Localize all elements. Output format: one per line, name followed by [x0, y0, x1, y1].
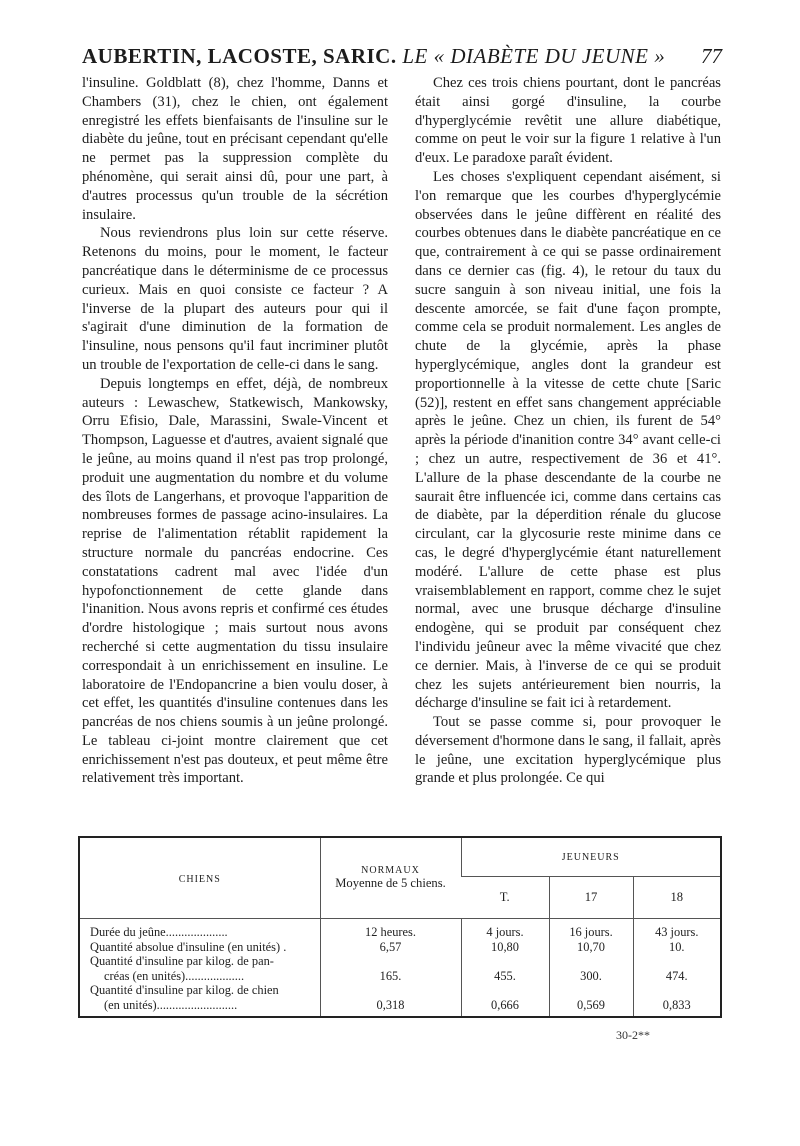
header-title: LE « DIABÈTE DU JEUNE »	[402, 44, 666, 68]
header-normaux: NORMAUX Moyenne de 5 chiens.	[320, 838, 461, 919]
header-jeuneurs: JEUNEURS	[461, 838, 720, 877]
col-17-values: 16 jours. 10,70 300. 0,569	[549, 919, 633, 1017]
running-header	[82, 40, 722, 72]
paragraph: Les choses s'expliquent cependant aisément, si l'on remarque que les courbes d'hyperglycémie observées dans le jeûne diffèrent en réalité des courbes obtenues dans le diabète pancréatique en ce que, contrairement à ce qui se passe ordinairement dans ce dernier cas (fig. 4), le retour du taux du sucre sanguin à son niveau initial, une fois la descente amorcée, se fait d'une façon prompte, comme cela se produit normalement. Les angles de chute de la glycémie, après la phase hyperglycémique, angles dont la grandeur est proportionnelle à la vitesse de cette chute [Saric (52)], restent en effet sans changement appréciable après le jeûne. Chez un chien, ils furent de 54° après la période d'inanition contre 34° avant celle-ci ; chez un autre, respectivement de 36 et 41°. L'allure de la phase descendante de la courbe ne saurait être influencée ici, comme dans certains cas de diabète, par la déperdition rénale du glucose circulant, car la glycosurie reste minime dans ce cas, le degré d'hyperglycémie étant naturellement modéré. L'allure de cette phase est plus vraisemblablement en rapport, comme chez le sujet normal, avec une brusque décharge d'insuline endogène, qui se produit par conséquent chez l'individu jeûneur avec la même vivacité que chez ce dernier. Mais, à l'inverse de ce qui se produit chez les sujets antérieurement bien nourris, la décharge d'insuline se fait ici à retardement.	[415, 168, 721, 712]
right-column	[415, 74, 721, 788]
page-number: 77	[701, 44, 722, 68]
left-column	[82, 74, 388, 788]
header-chiens: CHIENS	[80, 838, 320, 919]
col-t-values: 4 jours. 10,80 455. 0,666	[461, 919, 549, 1017]
header-jeuneur-t: T.	[461, 877, 549, 919]
data-table	[80, 838, 720, 1016]
col-18-values: 43 jours. 10. 474. 0,833	[633, 919, 720, 1017]
paragraph: Tout se passe comme si, pour provoquer le déversement d'hormone dans le sang, il fallait, après le jeûne, une excitation hyperglycémique plus grande et plus prolongée. Ce qui	[415, 714, 721, 787]
paragraph: Nous reviendrons plus loin sur cette réserve. Retenons du moins, pour le moment, le facteur pancréatique dans le déterminisme de ce processus curieux. Mais en quoi consiste ce facteur ? A l'inverse de la plupart des auteurs pour qui il s'agirait d'une diminution de la formation de l'insuline, nous pensons qu'il faut incriminer plutôt un trouble de l'exportation de celle-ci dans le sang.	[82, 225, 388, 373]
row-labels: Durée du jeûne.................... Quantité absolue d'insuline (en unités) . Quantité d'insuline par kilog. de pan- créas (en unités)................... Quantité d'insuline par kilog. de chien (en unités)..........................	[90, 925, 287, 1012]
header-jeuneur-18: 18	[633, 877, 720, 919]
signature-mark: 30-2**	[616, 1028, 650, 1042]
paragraph: Depuis longtemps en effet, déjà, de nombreux auteurs : Lewaschew, Statkewisch, Mankowsky, Orru Efisio, Dale, Marassini, Swale-Vincent et Thompson, Laguesse et d'autres, avaient signalé que le jeûne, au moins quand il n'est pas trop prolongé, produit une augmentation du nombre et du volume des îlots de Langerhans, et provoque l'apparition de nombreuses formes de passage acino-insulaires. La reprise de l'alimentation rétablit rapidement la structure normale du pancréas endocrine. Ces constatations cadrent mal avec l'idée d'un hypofonctionnement de cette glande dans l'inanition. Nous avons repris et confirmé ces études d'ordre histologique ; mais surtout nous avons recherché si cette augmentation du tissu insulaire correspondait à un enrichissement en insuline. Le laboratoire de l'Endopancrine a bien voulu doser, à cet effet, les quantités d'insuline contenues dans les pancréas de nos chiens soumis à un jeûne prolongé. Le tableau ci-joint montre clairement que cet enrichissement n'est pas douteux, et peut même être relativement très important.	[82, 375, 388, 787]
table-body	[80, 919, 720, 1017]
header-authors: AUBERTIN, LACOSTE, SARIC.	[82, 44, 397, 68]
paragraph: l'insuline. Goldblatt (8), chez l'homme, Danns et Chambers (31), chez le chien, ont également enregistré les effets bienfaisants de l'insuline sur le diabète du jeûne, tout en précisant cependant qu'elle ne permet pas la suppression complète du phénomène, qui serait ainsi dû, pour une part, à d'autres processus qu'un trouble de la sécrétion insulaire.	[82, 75, 388, 223]
running-title	[82, 44, 665, 69]
col-normaux-values: 12 heures. 6,57 165. 0,318	[320, 919, 461, 1017]
header-jeuneur-17: 17	[549, 877, 633, 919]
paragraph: Chez ces trois chiens pourtant, dont le pancréas était ainsi gorgé d'insuline, la courbe d'hyperglycémie revêtit une allure diabétique, comme on peut le voir sur la figure 1 relative à l'un d'eux. Le paradoxe paraît évident.	[415, 75, 721, 167]
insulin-table	[78, 836, 722, 1018]
